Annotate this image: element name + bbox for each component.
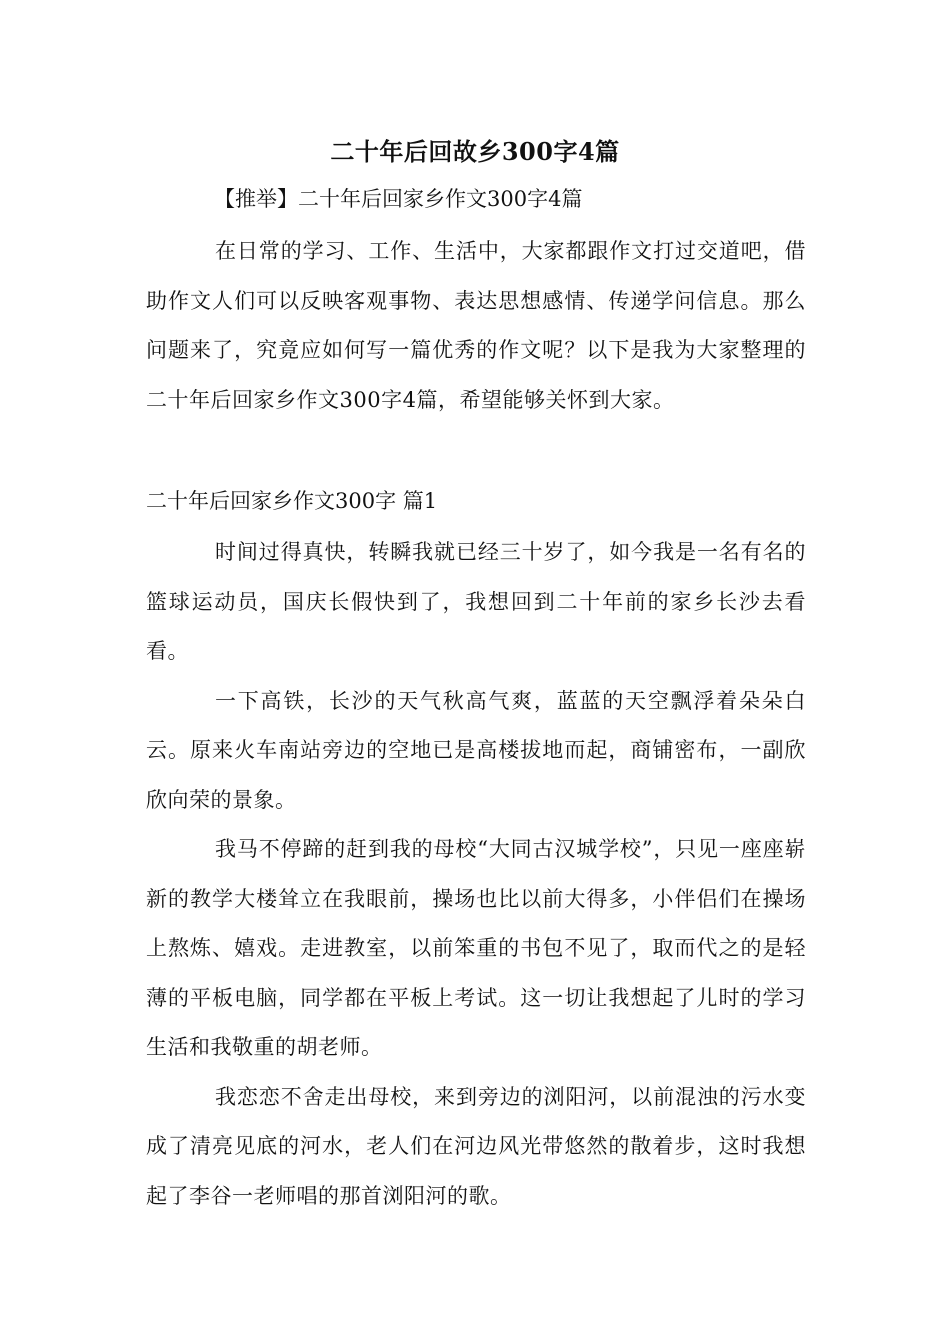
intro-block bbox=[146, 227, 806, 425]
essay-body bbox=[146, 528, 806, 1221]
document-title: 二十年后回故乡300字4篇 bbox=[330, 137, 620, 166]
essay-paragraph: 我马不停蹄的赶到我的母校“大同古汉城学校”，只见一座座崭新的教学大楼耸立在我眼前，操场也比以前大得多，小伴侣们在操场上熬炼、嬉戏。走进教室，以前笨重的书包不见了，取而代之的是轻薄的平板电脑，同学都在平板上考试。这一切让我想起了儿时的学习生活和我敬重的胡老师。 bbox=[146, 837, 806, 1059]
essay-paragraph: 我恋恋不舍走出母校，来到旁边的浏阳河，以前混浊的污水变成了清亮见底的河水，老人们在河边风光带悠然的散着步，这时我想起了李谷一老师唱的那首浏阳河的歌。 bbox=[146, 1084, 806, 1208]
document-subtitle: 【推举】二十年后回家乡作文300字4篇 bbox=[214, 187, 583, 211]
essay-paragraph: 一下高铁，长沙的天气秋高气爽，蓝蓝的天空飘浮着朵朵白云。原来火车南站旁边的空地已是高楼拔地而起，商铺密布，一副欣欣向荣的景象。 bbox=[146, 688, 806, 812]
essay-paragraph: 时间过得真快，转瞬我就已经三十岁了，如今我是一名有名的篮球运动员，国庆长假快到了，我想回到二十年前的家乡长沙去看看。 bbox=[146, 540, 806, 663]
section-heading: 二十年后回家乡作文300字 篇1 bbox=[146, 489, 438, 513]
intro-paragraph: 在日常的学习、工作、生活中，大家都跟作文打过交道吧，借助作文人们可以反映客观事物、表达思想感情、传递学问信息。那么问题来了，究竟应如何写一篇优秀的作文呢？以下是我为大家整理的二十年后回家乡作文300字4篇，希望能够关怀到大家。 bbox=[146, 239, 806, 412]
